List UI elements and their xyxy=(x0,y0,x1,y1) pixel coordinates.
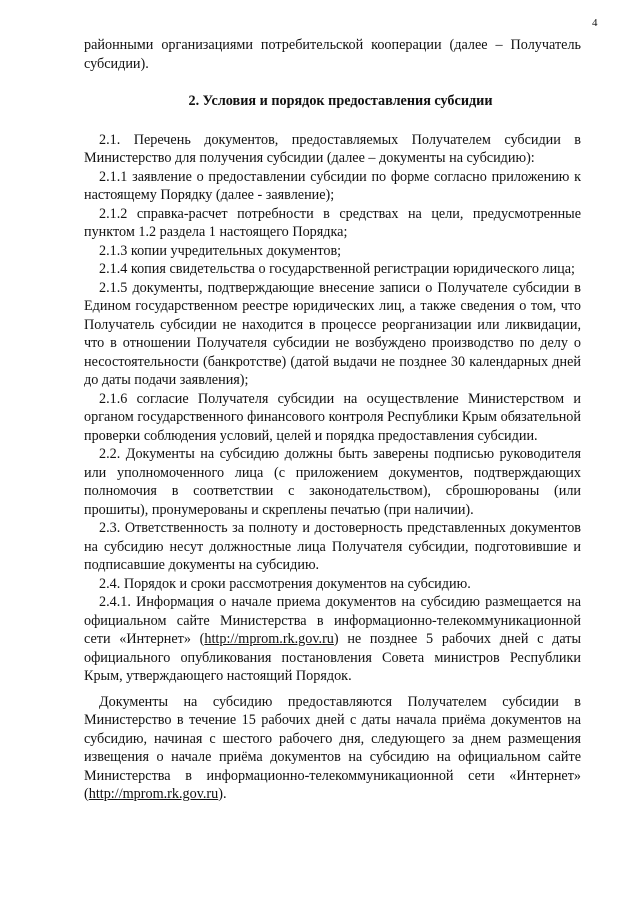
paragraph-2-1-4: 2.1.4 копия свидетельства о государственной регистрации юридического лица; xyxy=(99,261,575,277)
intro-paragraph: районными организациями потребительской кооперации (далее – Получатель субсидии). xyxy=(84,37,581,72)
paragraph-2-1-2: 2.1.2 справка-расчет потребности в средствах на цели, предусмотренные пунктом 1.2 раздела 1 настоящего Порядка; xyxy=(84,205,581,240)
ministry-site-link-2[interactable]: http://mprom.rk.gov.ru xyxy=(88,786,219,802)
paragraph-2-1-1: 2.1.1 заявление о предоставлении субсидии по форме согласно приложению к настоящему Порядку (далее - заявление); xyxy=(84,168,581,203)
paragraph-2-4: 2.4. Порядок и сроки рассмотрения документов на субсидию. xyxy=(99,575,471,592)
paragraph-2-1-6: 2.1.6 согласие Получателя субсидии на осуществление Министерством и органом государственного финансового контроля Республики Крым обязательной проверки соблюдения условий, целей и порядка предоставления субсидии. xyxy=(84,390,581,444)
paragraph-2-2: 2.2. Документы на субсидию должны быть заверены подписью руководителя или уполномоченного лица (с приложением документов, подтверждающих полномочия в соответствии с законодательством), сброшюрованы (или прошиты), пронумерованы и скреплены печатью (при наличии). xyxy=(84,446,581,518)
paragraph-submission-terms xyxy=(84,693,581,804)
section-heading: 2. Условия и порядок предоставления субсидии xyxy=(188,93,493,109)
paragraph-2-4-1 xyxy=(84,593,581,686)
submission-terms-text-start: Документы на субсидию предоставляются Получателем субсидии в Министерство в течение 15 рабочих дней с даты начала приёма документов на субсидию, начиная с шестого рабочего дня, следующего за днем размещения извещения о начале приёма документов на субсидию на официальном сайте Министерства в информационно-телекоммуникационной сети «Интернет» ( xyxy=(84,693,581,802)
paragraph-2-1-5: 2.1.5 документы, подтверждающие внесение записи о Получателе субсидии в Едином государственном реестре юридических лиц, а также сведения о том, что Получатель субсидии не находится в процессе реорганизации или ликвидации, что в отношении Получателя субсидии не возбуждено производство по делу о несостоятельности (банкротстве) (датой выдачи не позднее 30 календарных дней до даты подачи заявления); xyxy=(84,279,581,388)
page-number: 4 xyxy=(592,17,598,29)
paragraph-2-4-1-text-end: ) не позднее 5 рабочих дней с даты официального опубликования постановления Совета министров Республики Крым, утверждающего настоящий Порядок. xyxy=(84,631,581,684)
paragraph-2-1-3: 2.1.3 копии учредительных документов; xyxy=(99,242,342,259)
submission-terms-text-end: ). xyxy=(218,786,227,802)
ministry-site-link[interactable]: http://mprom.rk.gov.ru xyxy=(204,631,334,647)
paragraph-2-1: 2.1. Перечень документов, предоставляемых Получателем субсидии в Министерство для получения субсидии (далее – документы на субсидию): xyxy=(84,131,581,166)
paragraph-2-3: 2.3. Ответственность за полноту и достоверность представленных документов на субсидию несут должностные лица Получателя субсидии, подготовившие и подписавшие документы на субсидию. xyxy=(84,520,581,573)
paragraph-2-4-1-text-start: 2.4.1. Информация о начале приема документов на субсидию размещается на официальном сайте Министерства в информационно-телекоммуникационной сети «Интернет» ( xyxy=(84,594,581,647)
document-body xyxy=(84,36,581,804)
